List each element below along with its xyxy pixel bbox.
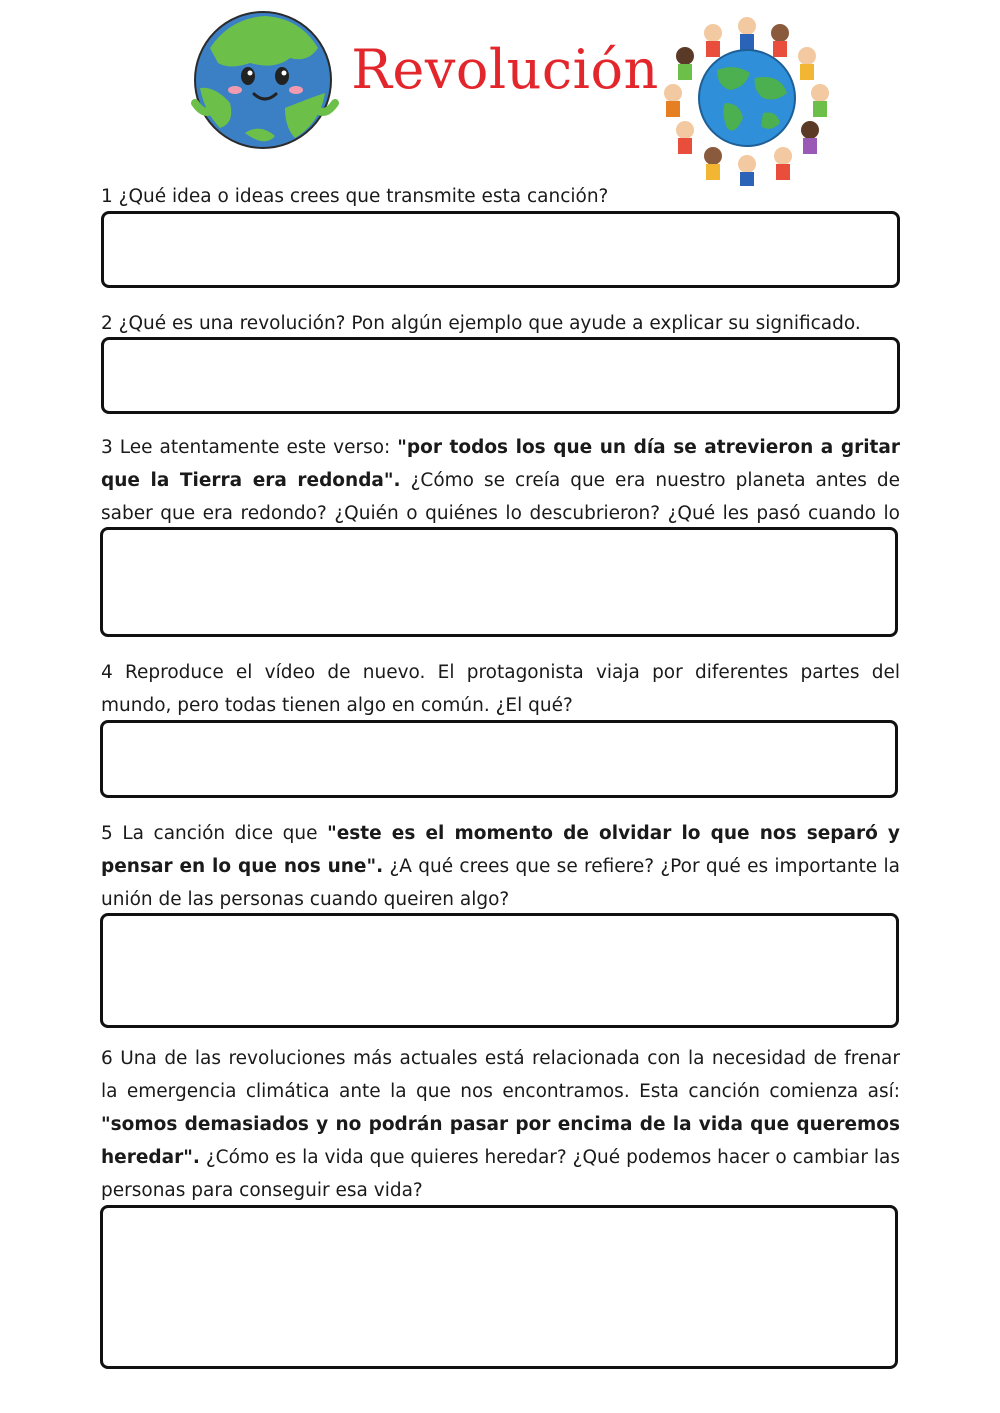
answer-box-1[interactable] xyxy=(101,211,900,288)
answer-box-3[interactable] xyxy=(100,527,898,637)
answer-box-6[interactable] xyxy=(100,1205,898,1369)
quoted-verse: "por todos los que un día se atrevieron a gritar que la Tierra era redonda". xyxy=(101,437,900,491)
quoted-verse: "este es el momento de olvidar lo que nos separó y pensar en lo que nos une". xyxy=(101,823,900,877)
page-title: Revolución xyxy=(351,38,659,101)
question-number: 6 xyxy=(101,1048,113,1069)
answer-box-5[interactable] xyxy=(100,913,899,1028)
question-number: 4 xyxy=(101,662,113,683)
answer-box-2[interactable] xyxy=(101,337,900,414)
question-6 xyxy=(101,1042,900,1207)
question-text: ¿Cómo es la vida que quieres heredar? ¿Qué podemos hacer o cambiar las personas para conseguir esa vida? xyxy=(101,1147,900,1201)
question-text: Una de las revoluciones más actuales está relacionada con la necesidad de frenar la emergencia climática ante la que nos encontramos. Esta canción comienza así: xyxy=(101,1048,900,1102)
question-text: ¿Qué es una revolución? Pon algún ejemplo que ayude a explicar su significado. xyxy=(118,313,861,334)
quoted-verse: "somos demasiados y no podrán pasar por encima de la vida que queremos heredar". xyxy=(101,1114,900,1168)
question-1 xyxy=(101,180,900,213)
question-text: Lee atentamente este verso: xyxy=(119,437,398,458)
question-text: ¿A qué crees que se refiere? ¿Por qué es importante la unión de las personas cuando queiren algo? xyxy=(101,856,900,910)
question-text: Reproduce el vídeo de nuevo. El protagonista viaja por diferentes partes del mundo, pero todas tienen algo en común. ¿El qué? xyxy=(101,662,900,716)
question-number: 5 xyxy=(101,823,113,844)
answer-box-4[interactable] xyxy=(100,720,898,798)
smiling-earth-icon xyxy=(190,8,340,153)
question-5 xyxy=(101,817,900,916)
question-4 xyxy=(101,656,900,722)
question-text: ¿Cómo se creía que era nuestro planeta antes de saber que era redondo? ¿Quién o quiénes lo descubrieron? ¿Qué les pasó cuando lo xyxy=(101,470,900,524)
question-number: 3 xyxy=(101,437,113,458)
question-2 xyxy=(101,307,900,340)
question-text: ¿Qué idea o ideas crees que transmite esta canción? xyxy=(118,186,609,207)
question-text: La canción dice que xyxy=(122,823,328,844)
question-number: 2 xyxy=(101,313,113,334)
children-around-globe-icon xyxy=(655,8,840,188)
question-number: 1 xyxy=(101,186,113,207)
